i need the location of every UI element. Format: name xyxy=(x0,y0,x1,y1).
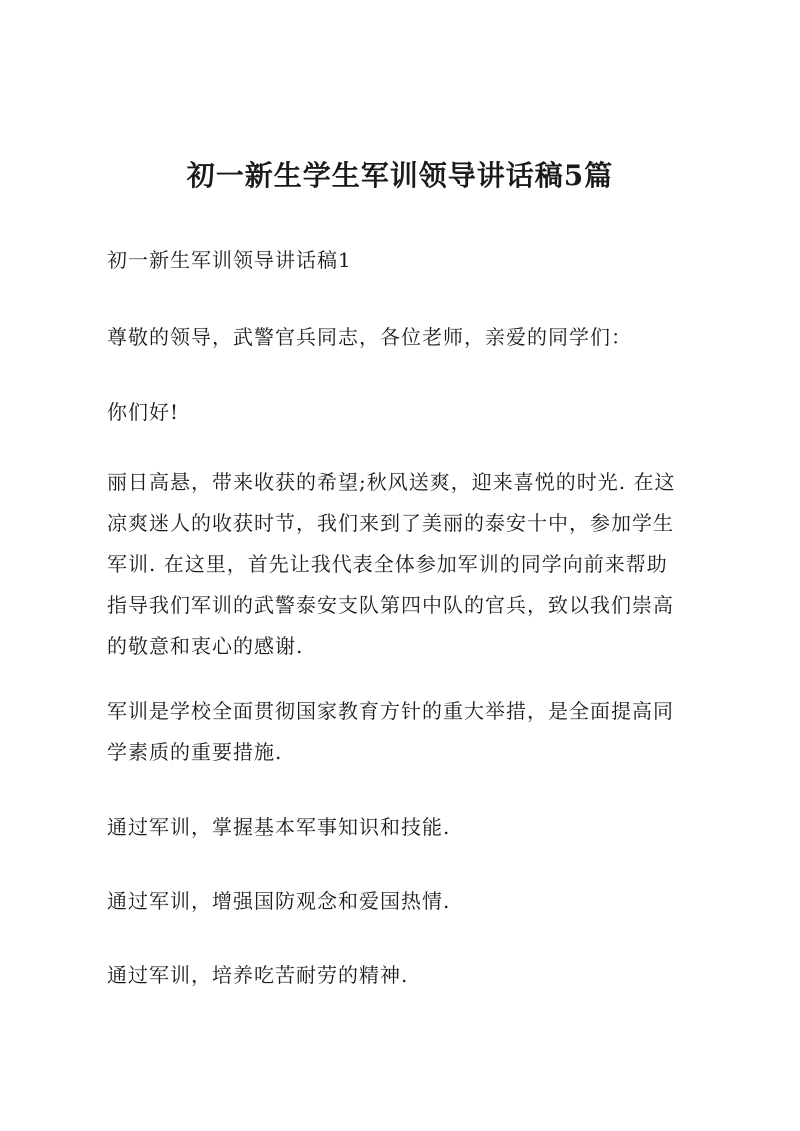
point-line: 通过军训，增强国防观念和爱国热情. xyxy=(107,889,451,913)
paragraph-line: 的敬意和衷心的感谢. xyxy=(107,634,304,658)
point-line: 通过军训，掌握基本军事知识和技能. xyxy=(107,815,451,839)
paragraph-line: 军训是学校全面贯彻国家教育方针的重大举措，是全面提高同 xyxy=(107,699,674,723)
paragraph-line: 凉爽迷人的收获时节，我们来到了美丽的泰安十中，参加学生 xyxy=(107,511,674,535)
paragraph-line: 丽日高悬，带来收获的希望;秋风送爽，迎来喜悦的时光. 在这 xyxy=(107,470,676,494)
section-heading: 初一新生军训领导讲话稿1 xyxy=(107,248,352,272)
paragraph-line: 指导我们军训的武警泰安支队第四中队的官兵，致以我们崇高 xyxy=(107,593,674,617)
greeting: 你们好! xyxy=(107,400,180,424)
document-title: 初一新生学生军训领导讲话稿5篇 xyxy=(186,159,614,192)
point-line: 通过军训，培养吃苦耐劳的精神. xyxy=(107,963,409,987)
paragraph-line: 学素质的重要措施. xyxy=(107,740,283,764)
paragraph-line: 军训. 在这里，首先让我代表全体参加军训的同学向前来帮助 xyxy=(107,552,668,576)
salutation: 尊敬的领导，武警官兵同志，各位老师，亲爱的同学们： xyxy=(107,325,632,349)
